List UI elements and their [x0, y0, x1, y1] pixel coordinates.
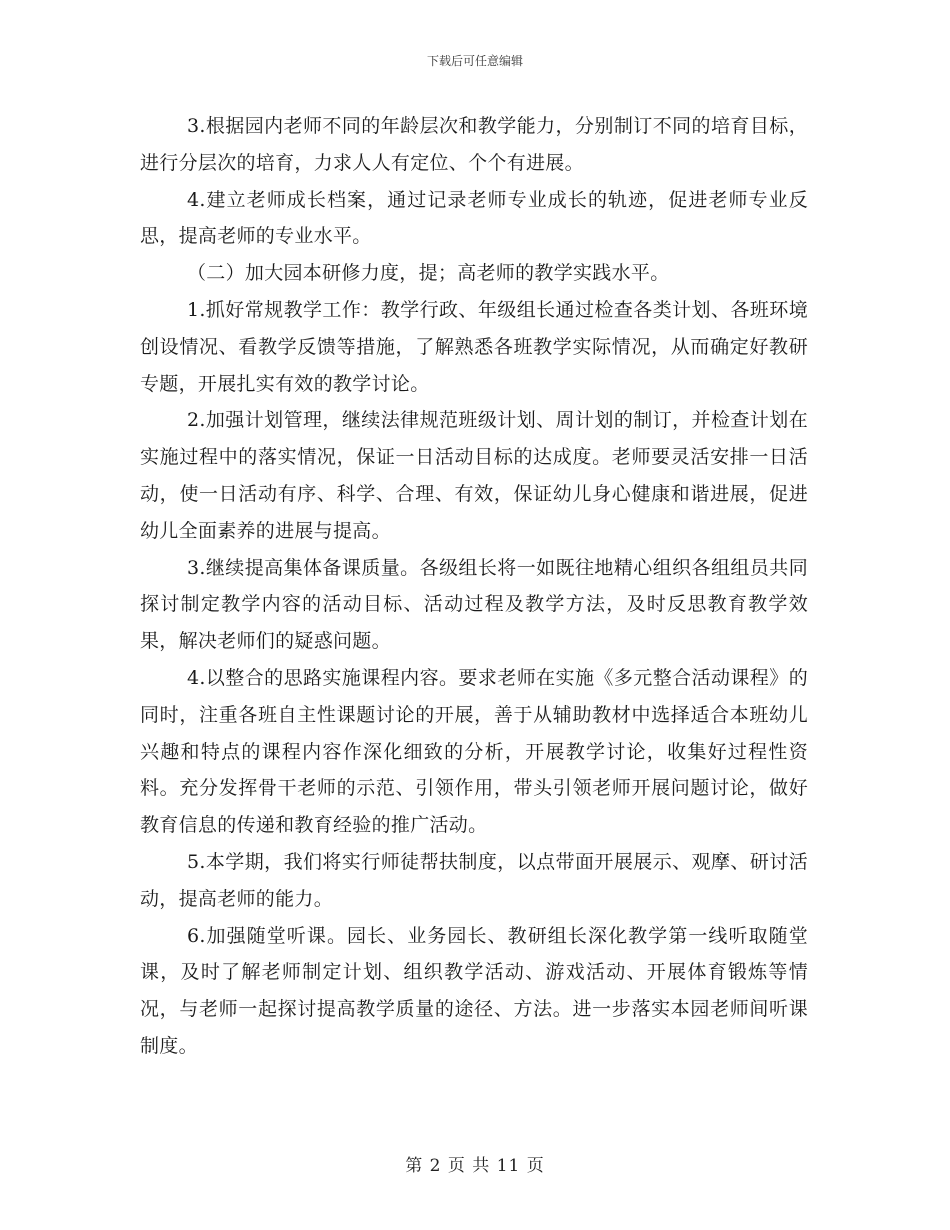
paragraph-item-6: 6.加强随堂听课。园长、业务园长、教研组长深化教学第一线听取随堂课，及时了解老师制定计划、组织教学活动、游戏活动、开展体育锻炼等情况，与老师一起探讨提高教学质量的途径、方法。进一步落实本园老师间听课制度。 [140, 924, 808, 1057]
paragraph-item-5: 5.本学期，我们将实行师徒帮扶制度，以点带面开展展示、观摩、研讨活动，提高老师的能力。 [140, 850, 808, 910]
paragraph-item-1: 1.抓好常规教学工作：教学行政、年级组长通过检查各类计划、各班环境创设情况、看教学反馈等措施，了解熟悉各班教学实际情况，从而确定好教研专题，开展扎实有效的教学讨论。 [140, 298, 808, 395]
paragraph-item-4b: 4.以整合的思路实施课程内容。要求老师在实施《多元整合活动课程》的同时，注重各班自主性课题讨论的开展，善于从辅助教材中选择适合本班幼儿兴趣和特点的课程内容作深化细致的分析，开展教学讨论，收集好过程性资料。充分发挥骨干老师的示范、引领作用，带头引领老师开展问题讨论，做好教育信息的传递和教育经验的推广活动。 [140, 666, 808, 837]
document-body [140, 108, 808, 1065]
paragraph-item-3b: 3.继续提高集体备课质量。各级组长将一如既往地精心组织各组组员共同探讨制定教学内容的活动目标、活动过程及教学方法，及时反思教育教学效果，解决老师们的疑惑问题。 [140, 556, 808, 653]
page-footer-page-number: 第 2 页 共 11 页 [405, 1156, 545, 1176]
paragraph-item-3: 3.根据园内老师不同的年龄层次和教学能力，分别制订不同的培育目标，进行分层次的培育，力求人人有定位、个个有进展。 [140, 115, 808, 174]
page-header: 下载后可任意编辑 [426, 54, 523, 68]
paragraph-item-4: 4.建立老师成长档案，通过记录老师专业成长的轨迹，促进老师专业反思，提高老师的专业水平。 [140, 188, 808, 248]
paragraph-item-2: 2.加强计划管理，继续法律规范班级计划、周计划的制订，并检查计划在实施过程中的落实情况，保证一日活动目标的达成度。老师要灵活安排一日活动，使一日活动有序、科学、合理、有效，保证幼儿身心健康和谐进展，促进幼儿全面素养的进展与提高。 [140, 409, 808, 542]
section-heading-2: （二）加大园本研修力度，提；高老师的教学实践水平。 [187, 262, 670, 285]
